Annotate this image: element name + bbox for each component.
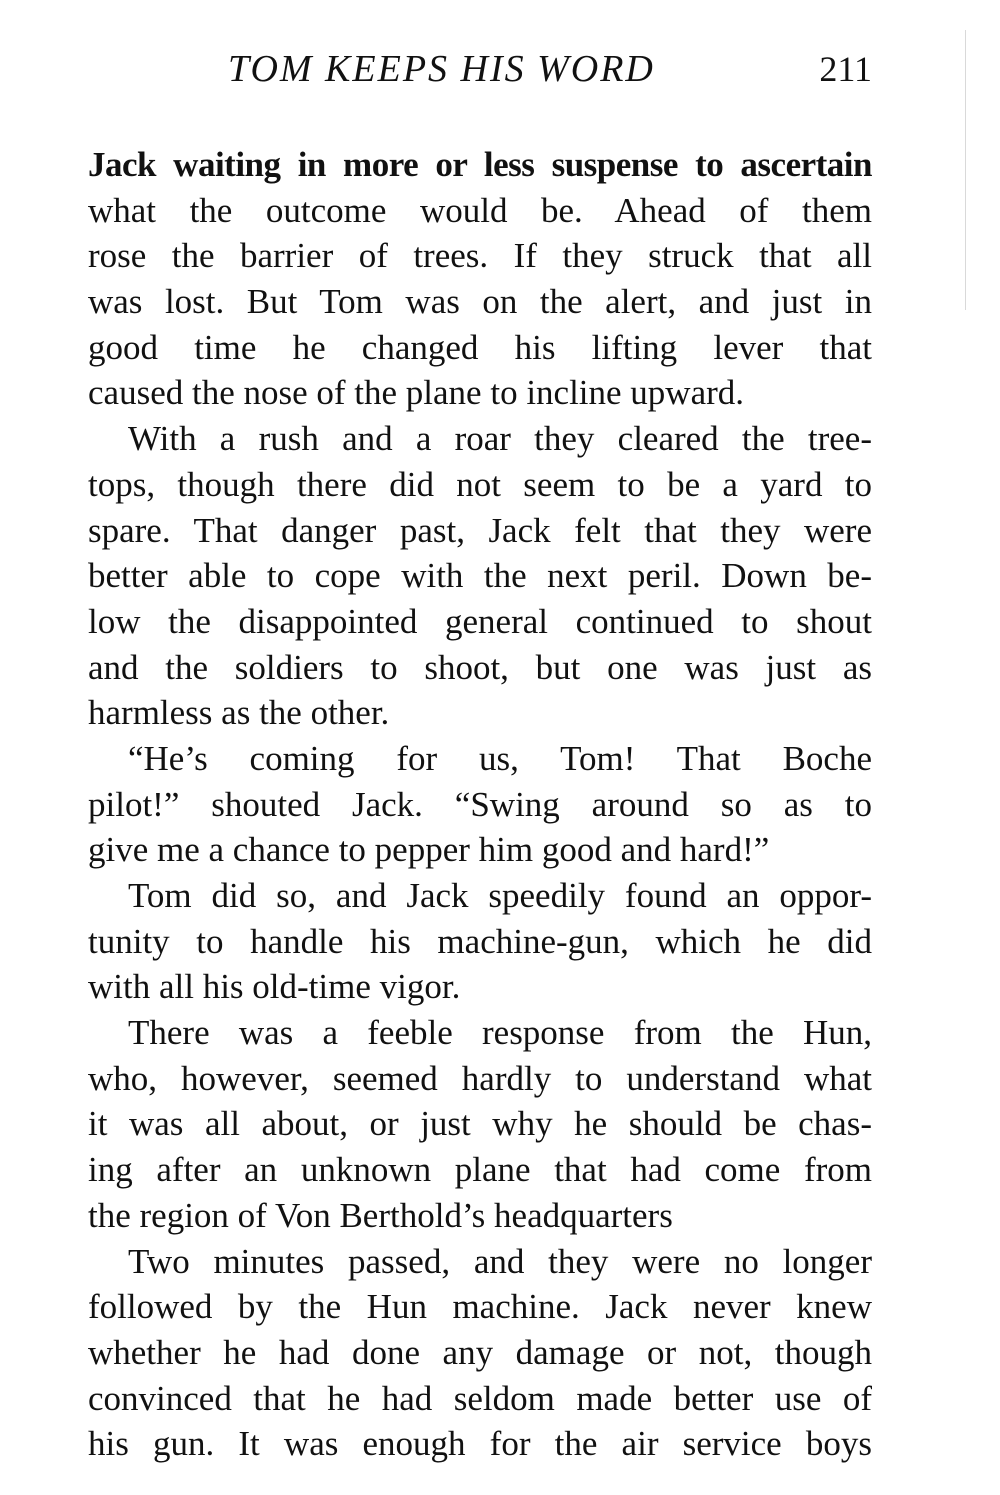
- text-line: low the disappointed general continued to shout: [88, 601, 872, 641]
- text-line: it was all about, or just why he should be chas-: [88, 1104, 872, 1144]
- text-line: whether he had done any damage or not, though: [88, 1332, 872, 1372]
- text-line: harmless as the other.: [88, 693, 390, 733]
- running-title: TOM KEEPS HIS WORD: [228, 48, 655, 90]
- text-line: followed by the Hun machine. Jack never knew: [88, 1287, 872, 1327]
- text-line: pilot!” shouted Jack. “Swing around so as to: [88, 784, 872, 824]
- text-line: Jack waiting in more or less suspense to ascertain: [88, 145, 872, 184]
- running-head: [88, 44, 872, 94]
- text-line: With a rush and a roar they cleared the tree-: [128, 419, 872, 459]
- body-text: [88, 142, 872, 1467]
- text-line: caused the nose of the plane to incline upward.: [88, 373, 745, 413]
- text-line: tunity to handle his machine-gun, which he did: [88, 921, 872, 961]
- text-line: give me a chance to pepper him good and hard!”: [88, 830, 770, 870]
- text-line: convinced that he had seldom made better use of: [88, 1378, 872, 1418]
- text-line: his gun. It was enough for the air service boys: [88, 1424, 872, 1464]
- text-line: ing after an unknown plane that had come from: [88, 1150, 872, 1190]
- text-line: spare. That danger past, Jack felt that they were: [88, 510, 872, 550]
- page-number: 211: [819, 49, 872, 89]
- text-line: who, however, seemed hardly to understand what: [88, 1058, 872, 1098]
- text-line: Two minutes passed, and they were no longer: [128, 1241, 872, 1281]
- text-line: and the soldiers to shoot, but one was just as: [88, 647, 872, 687]
- text-line: what the outcome would be. Ahead of them: [88, 190, 872, 230]
- text-line: rose the barrier of trees. If they struck that all: [88, 236, 872, 276]
- text-line: with all his old-time vigor.: [88, 967, 461, 1007]
- text-line: good time he changed his lifting lever that: [88, 327, 872, 367]
- text-line: “He’s coming for us, Tom! That Boche: [128, 738, 872, 778]
- page-edge-line: [965, 30, 966, 310]
- text-line: Tom did so, and Jack speedily found an oppor-: [128, 876, 872, 915]
- text-line: There was a feeble response from the Hun,: [128, 1013, 872, 1053]
- text-line: was lost. But Tom was on the alert, and just in: [88, 282, 872, 322]
- text-line: tops, though there did not seem to be a yard to: [88, 464, 872, 504]
- text-line: better able to cope with the next peril. Down be-: [88, 556, 872, 596]
- text-line: the region of Von Berthold’s headquarters: [88, 1195, 673, 1235]
